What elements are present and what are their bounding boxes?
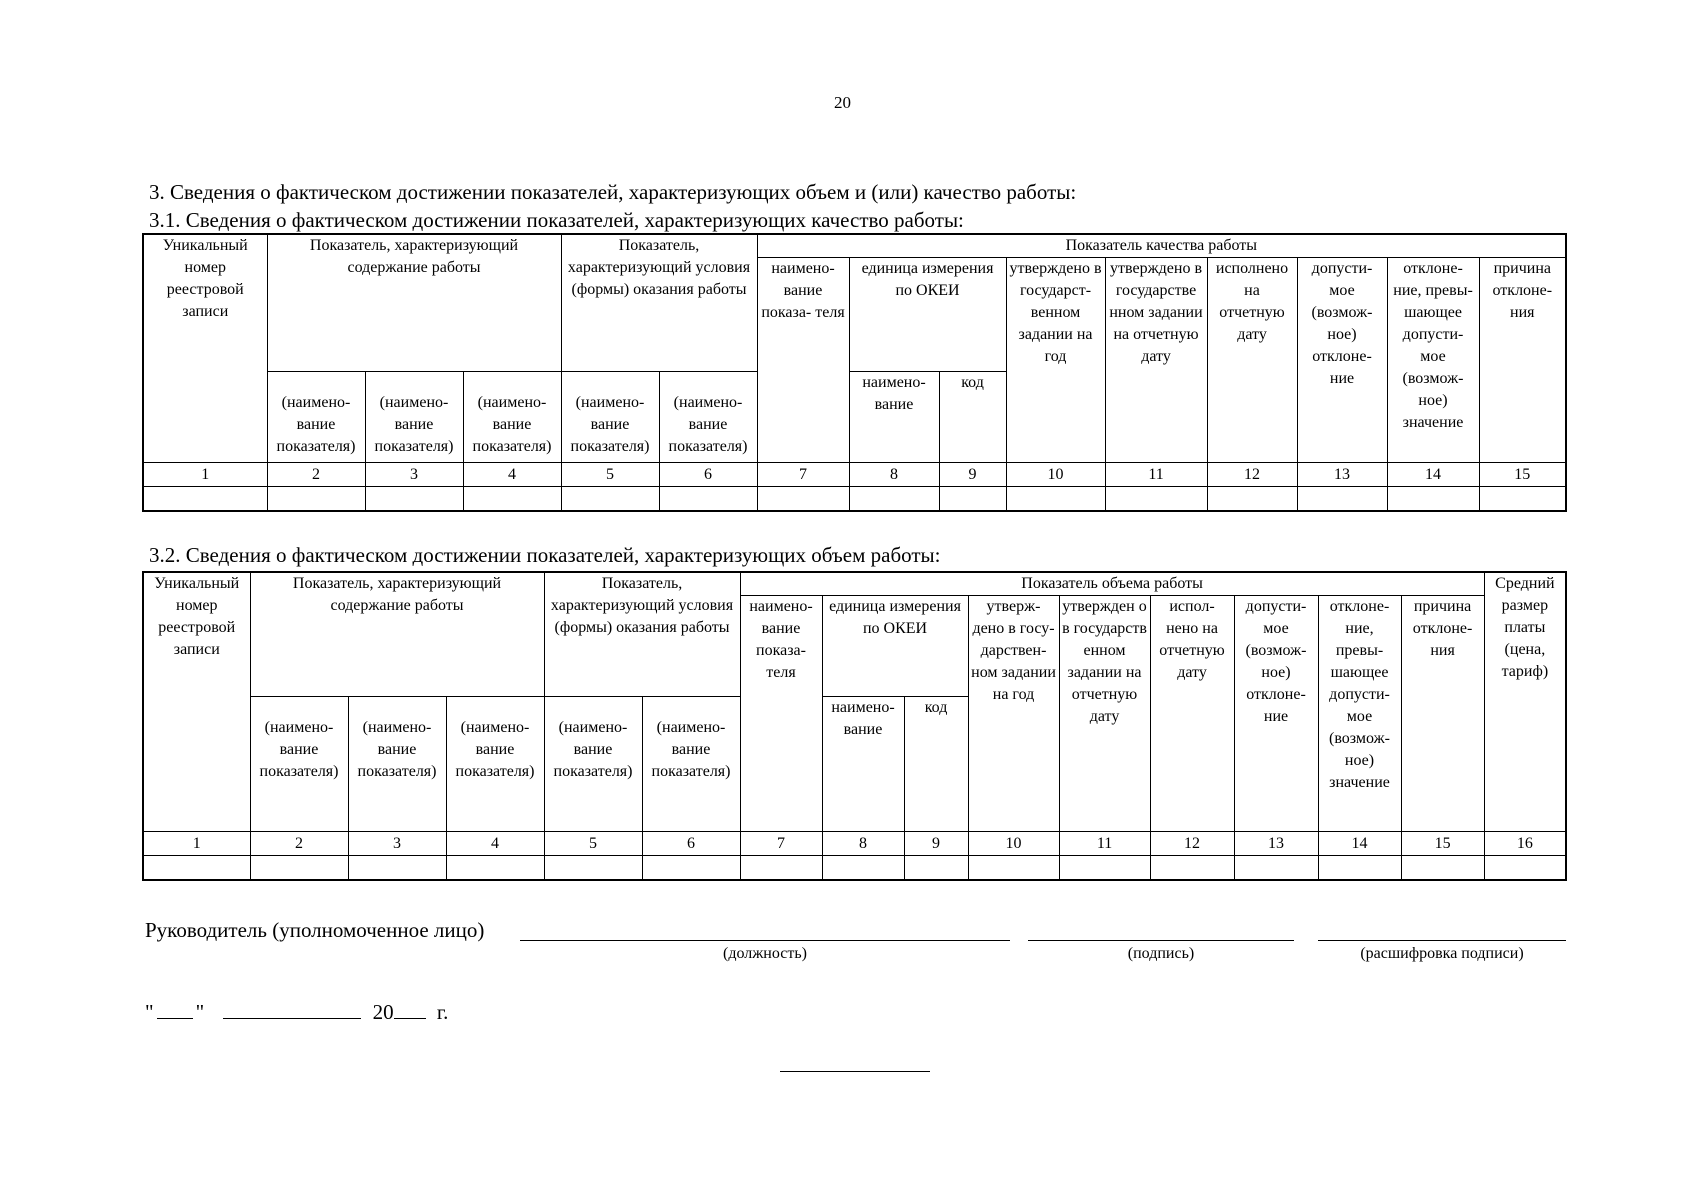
column-number: 2 [250,832,348,856]
empty-cell[interactable] [1484,856,1566,880]
section-3-1-heading: 3.1. Сведения о фактическом достижении показателей, характеризующих качество работы: [149,208,964,232]
column-number: 9 [904,832,968,856]
year-prefix: 20 [372,1000,394,1024]
signature-label: Руководитель (уполномоченное лицо) [145,918,485,942]
empty-cell[interactable] [544,856,642,880]
column-number: 3 [365,463,463,487]
quote-open: " [145,1000,154,1024]
volume-table [142,571,1567,881]
section-3-2-heading: 3.2. Сведения о фактическом достижении показателей, характеризующих объем работы: [149,543,941,567]
empty-cell[interactable] [757,487,849,511]
header-unit-code: код [904,697,968,832]
empty-cell[interactable] [463,487,561,511]
section-3-heading: 3. Сведения о фактическом достижении показателей, характеризующих объем и (или) качество работы: [149,180,1077,204]
column-number: 7 [740,832,822,856]
table-row [143,856,1566,880]
header-reason: причина отклоне- ния [1479,258,1566,463]
column-number: 8 [822,832,904,856]
column-number: 10 [968,832,1059,856]
column-number: 7 [757,463,849,487]
signature-caption: (подпись) [1127,945,1195,962]
header-approved-date: утверждено в государстве нном задании на отчетную дату [1105,258,1207,463]
header-avg-fee: Средний размер платы (цена, тариф) [1484,572,1566,832]
empty-cell[interactable] [1387,487,1479,511]
empty-cell[interactable] [822,856,904,880]
empty-cell[interactable] [1105,487,1207,511]
header-executed: исполнено на отчетную дату [1207,258,1297,463]
header-unit: единица измерения по ОКЕИ [822,596,968,697]
header-exceeding-deviation: отклоне- ние, превы- шающее допусти- мое (возмож- ное) значение [1318,596,1401,832]
empty-cell[interactable] [1479,487,1566,511]
decode-caption: (расшифровка подписи) [1360,945,1524,962]
column-number: 13 [1234,832,1318,856]
empty-cell[interactable] [1006,487,1105,511]
header-sub-indicator: (наимено- вание показателя) [642,697,740,832]
header-sub-indicator: (наимено- вание показателя) [561,372,659,463]
decode-line[interactable] [1318,940,1566,941]
empty-cell[interactable] [250,856,348,880]
column-number: 6 [659,463,757,487]
header-approved-date: утвержден о в государств енном задании на отчетную дату [1059,596,1150,832]
empty-cell[interactable] [446,856,544,880]
header-allowed-deviation: допусти- мое (возмож- ное) отклоне- ние [1297,258,1387,463]
header-sub-indicator: (наимено- вание показателя) [250,697,348,832]
header-sub-indicator: (наимено- вание показателя) [267,372,365,463]
quality-table [142,233,1567,512]
header-indicator-name: наимено- вание показа- теля [740,596,822,832]
end-rule [780,1071,930,1072]
table-row [143,487,1566,511]
column-number: 3 [348,832,446,856]
header-quality-indicator: Показатель качества работы [757,234,1566,258]
header-content-indicator: Показатель, характеризующий содержание работы [250,572,544,697]
header-conditions-indicator: Показатель, характеризующий условия (формы) оказания работы [544,572,740,697]
day-blank[interactable] [157,998,193,1019]
empty-cell[interactable] [849,487,939,511]
header-unit-code: код [939,372,1006,463]
position-line[interactable] [520,940,1010,941]
column-number: 12 [1207,463,1297,487]
empty-cell[interactable] [740,856,822,880]
empty-cell[interactable] [659,487,757,511]
column-number: 15 [1479,463,1566,487]
column-number: 11 [1059,832,1150,856]
empty-cell[interactable] [939,487,1006,511]
header-approved-year: утверждено в государст- венном задании на год [1006,258,1105,463]
page-number: 20 [834,93,851,112]
column-number: 14 [1318,832,1401,856]
header-sub-indicator: (наимено- вание показателя) [544,697,642,832]
empty-cell[interactable] [348,856,446,880]
column-number: 12 [1150,832,1234,856]
empty-cell[interactable] [561,487,659,511]
empty-cell[interactable] [1150,856,1234,880]
column-number: 5 [544,832,642,856]
column-number: 1 [143,463,267,487]
empty-cell[interactable] [904,856,968,880]
header-content-indicator: Показатель, характеризующий содержание работы [267,234,561,372]
empty-cell[interactable] [642,856,740,880]
empty-cell[interactable] [267,487,365,511]
empty-cell[interactable] [968,856,1059,880]
column-number: 1 [143,832,250,856]
header-sub-indicator: (наимено- вание показателя) [659,372,757,463]
empty-cell[interactable] [1297,487,1387,511]
header-unit: единица измерения по ОКЕИ [849,258,1006,372]
column-number: 14 [1387,463,1479,487]
header-unit-name: наимено- вание [822,697,904,832]
header-volume-indicator: Показатель объема работы [740,572,1484,596]
column-number: 8 [849,463,939,487]
month-blank[interactable] [223,998,361,1019]
column-number: 4 [463,463,561,487]
empty-cell[interactable] [143,487,267,511]
empty-cell[interactable] [1207,487,1297,511]
header-reason: причина отклоне- ния [1401,596,1484,832]
empty-cell[interactable] [1234,856,1318,880]
position-caption: (должность) [723,945,807,962]
column-number: 15 [1401,832,1484,856]
signature-line[interactable] [1028,940,1294,941]
header-approved-year: утверж- дено в госу- дарствен- ном задании на год [968,596,1059,832]
empty-cell[interactable] [1401,856,1484,880]
empty-cell[interactable] [365,487,463,511]
column-number: 5 [561,463,659,487]
column-number: 16 [1484,832,1566,856]
column-number: 13 [1297,463,1387,487]
header-indicator-name: наимено- вание показа- теля [757,258,849,463]
header-exceeding-deviation: отклоне- ние, превы- шающее допусти- мое (возмож- ное) значение [1387,258,1479,463]
header-conditions-indicator: Показатель, характеризующий условия (формы) оказания работы [561,234,757,372]
column-number: 10 [1006,463,1105,487]
header-allowed-deviation: допусти- мое (возмож- ное) отклоне- ние [1234,596,1318,832]
empty-cell[interactable] [143,856,250,880]
header-unique-number: Уникальный номер реестровой записи [143,572,250,832]
header-unit-name: наимено- вание [849,372,939,463]
column-number: 11 [1105,463,1207,487]
header-unique-number: Уникальный номер реестровой записи [143,234,267,463]
header-sub-indicator: (наимено- вание показателя) [365,372,463,463]
header-sub-indicator: (наимено- вание показателя) [446,697,544,832]
date-line [145,998,448,1025]
header-sub-indicator: (наимено- вание показателя) [463,372,561,463]
year-suffix: г. [436,1000,449,1024]
header-sub-indicator: (наимено- вание показателя) [348,697,446,832]
column-number: 9 [939,463,1006,487]
column-number: 4 [446,832,544,856]
quote-close: " [195,1000,205,1024]
year-blank[interactable] [394,998,426,1019]
column-number: 6 [642,832,740,856]
header-executed: испол- нено на отчетную дату [1150,596,1234,832]
empty-cell[interactable] [1318,856,1401,880]
column-number: 2 [267,463,365,487]
empty-cell[interactable] [1059,856,1150,880]
